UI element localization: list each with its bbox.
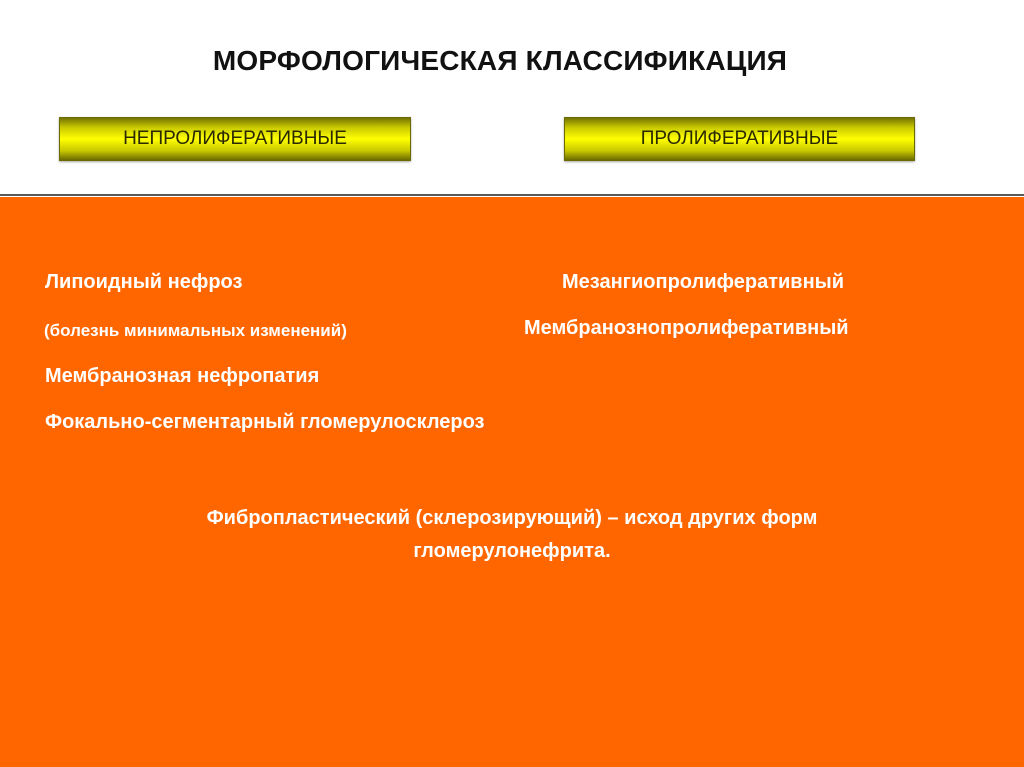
nonproliferative-item: (болезнь минимальных изменений) (44, 321, 347, 340)
outcome-line-1: Фибропластический (склерозирующий) – исход других форм (206, 507, 818, 529)
outcome-line-2: гломерулонефрита. (413, 540, 611, 562)
nonproliferative-item: Фокально-сегментарный гломерулосклероз (45, 411, 485, 433)
proliferative-item: Мезангиопролиферативный (562, 271, 845, 293)
proliferative-item: Мембранознопролиферативный (524, 317, 849, 339)
content-panel (0, 197, 1024, 767)
slide-title: МОРФОЛОГИЧЕСКАЯ КЛАССИФИКАЦИЯ (212, 45, 788, 76)
category-proliferative-label: ПРОЛИФЕРАТИВНЫЕ (640, 128, 839, 149)
nonproliferative-item: Мембранозная нефропатия (45, 365, 320, 387)
category-nonproliferative-label: НЕПРОЛИФЕРАТИВНЫЕ (123, 128, 347, 149)
outcome-note (0, 502, 1024, 568)
category-nonproliferative (59, 117, 411, 161)
slide-header-area (0, 0, 1024, 196)
nonproliferative-item: Липоидный нефроз (45, 271, 243, 293)
category-proliferative (564, 117, 915, 161)
